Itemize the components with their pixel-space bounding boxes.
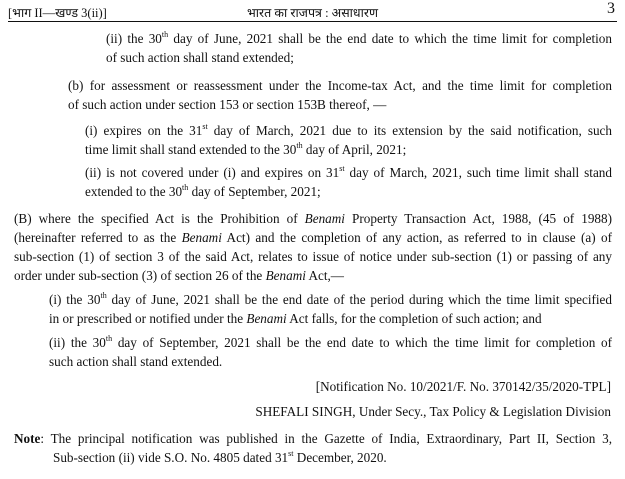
notification-number: [Notification No. 10/2021/F. No. 370142/35/2020-TPL]	[315, 379, 611, 394]
page-number: 3	[607, 0, 615, 17]
text-line: (B) where the specified Act is the Prohibition of Benami Property Transaction Act, 1988, (45 of 1988)	[14, 211, 613, 226]
text-line: (ii) the 30th day of June, 2021 shall be the end date to which the time limit for completion	[106, 30, 612, 46]
note-label: Note	[14, 431, 41, 446]
text-line: (i) the 30th day of June, 2021 shall be the end date of the period during which the time limit specified	[49, 291, 612, 307]
section-label: [भाग II—खण्ड 3(ii)]	[8, 6, 107, 20]
text-line: time limit shall stand extended to the 30th day of April, 2021;	[85, 141, 407, 157]
text-line: sub-section (1) of section 3 of the said Act, relates to issue of notice under sub-section (1) or passing of any	[14, 249, 612, 264]
text-line: extended to the 30th day of September, 2021;	[85, 183, 321, 199]
clause-b-ii	[85, 163, 612, 201]
text-line: (i) expires on the 31st day of March, 2021 due to its extension by the said notification, such	[85, 122, 613, 138]
clause-a-ii	[106, 29, 612, 67]
text-line: Note: The principal notification was published in the Gazette of India, Extraordinary, Part II, Section 3,	[14, 431, 612, 446]
text-line: order under sub-section (3) of section 26 of the Benami Act,—	[14, 268, 344, 283]
signatory: SHEFALI SINGH, Under Secy., Tax Policy & Legislation Division	[255, 404, 611, 419]
page-header	[8, 2, 617, 20]
text-line: of such action shall stand extended;	[106, 50, 294, 65]
gazette-title: भारत का राजपत्र : असाधारण	[246, 6, 378, 20]
header-rule	[8, 21, 617, 22]
clause-B-ii	[49, 333, 612, 371]
text-line: Sub-section (ii) vide S.O. No. 4805 dated 31st December, 2020.	[53, 449, 387, 465]
text-line: (hereinafter referred to as the Benami Act) and the completion of any action, as referred to in clause (a) of	[14, 230, 612, 245]
text-line: (ii) is not covered under (i) and expires on 31st day of March, 2021, such time limit shall stand	[85, 164, 612, 180]
clause-B-i	[49, 290, 612, 328]
text-line: in or prescribed or notified under the Benami Act falls, for the completion of such action; and	[49, 311, 542, 326]
text-line: (b) for assessment or reassessment under the Income-tax Act, and the time limit for completion	[68, 78, 612, 93]
text-line: such action shall stand extended.	[49, 354, 223, 369]
text-line: (ii) the 30th day of September, 2021 shall be the end date to which the time limit for completion of	[49, 334, 612, 350]
note	[14, 429, 612, 467]
clause-b	[68, 76, 612, 114]
clause-b-i	[85, 121, 612, 159]
clause-B	[14, 209, 612, 285]
text-line: of such action under section 153 or section 153B thereof, —	[68, 97, 387, 112]
